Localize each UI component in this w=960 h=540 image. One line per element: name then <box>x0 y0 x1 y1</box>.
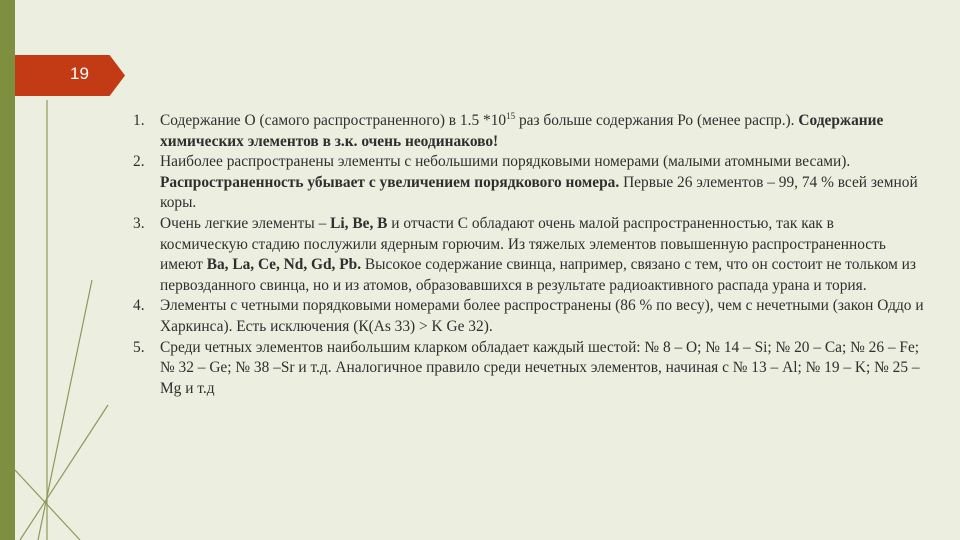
item-bold-text: Распространенность убывает с увеличением порядкового номера. <box>160 173 620 191</box>
list-marker: 3. <box>133 214 145 232</box>
item-text: Содержание О (самого распространенного) в 1.5 *10 <box>160 112 507 129</box>
item-text: раз больше содержания Ро (менее распр.). <box>515 112 795 129</box>
exponent: 15 <box>506 110 516 121</box>
item-text: Элементы с четными порядковыми номерами более распространены (86 % по весу), чем с нечетными (закон Оддо и Харкинса). Есть исключения (К(As 33) > K Ge 32). <box>160 297 924 335</box>
item-text: и отчасти С обладают очень малой распространенностью, так как в космическую стадию послужили ядерным горючим. Из тяжелых элементов повышенную распространенность имеют <box>160 214 886 274</box>
list-item <box>133 111 925 152</box>
item-bold-text: Содержание химических элементов в з.к. очень неодинаково! <box>160 112 884 150</box>
list-item <box>133 338 925 400</box>
list-item <box>133 296 925 337</box>
item-bold-text: Ba, La, Ce, Nd, Gd, Pb. <box>206 256 362 274</box>
item-text: Высокое содержание свинца, например, связано с тем, что он состоит не тольком из первозданного свинца, но и из атомов, образовавшихся в результате радиоактивного распада урана и тория. <box>160 256 916 294</box>
item-text: Очень легкие элементы – <box>160 214 331 232</box>
item-text: Первые 26 элементов – 99, 74 % всей земной коры. <box>160 173 918 212</box>
item-bold-text: Li, Be, B <box>330 214 388 232</box>
list-marker: 1. <box>133 112 145 129</box>
item-text: Среди четных элементов наибольшим кларком обладает каждый шестой: № 8 – О; № 14 – Si; № 20 – Са; № 26 – Fe; № 32 – Ge; № 38 –Sr и т.д. Аналогичное правило среди нечетных элементов, начиная с № 13 – Al; № 19 – K; № 25 – Mg и т.д <box>160 338 920 397</box>
item-text: Наиболее распространены элементы с небольшими порядковыми номерами (малыми атомными весами). <box>160 153 851 171</box>
list-item <box>133 214 925 296</box>
content-list <box>133 111 925 399</box>
diagonal-line-2 <box>20 405 108 540</box>
list-marker: 4. <box>133 297 145 315</box>
list-marker: 2. <box>133 153 145 171</box>
list-item <box>133 152 925 214</box>
slide-number: 19 <box>70 64 89 83</box>
list-marker: 5. <box>133 338 145 356</box>
